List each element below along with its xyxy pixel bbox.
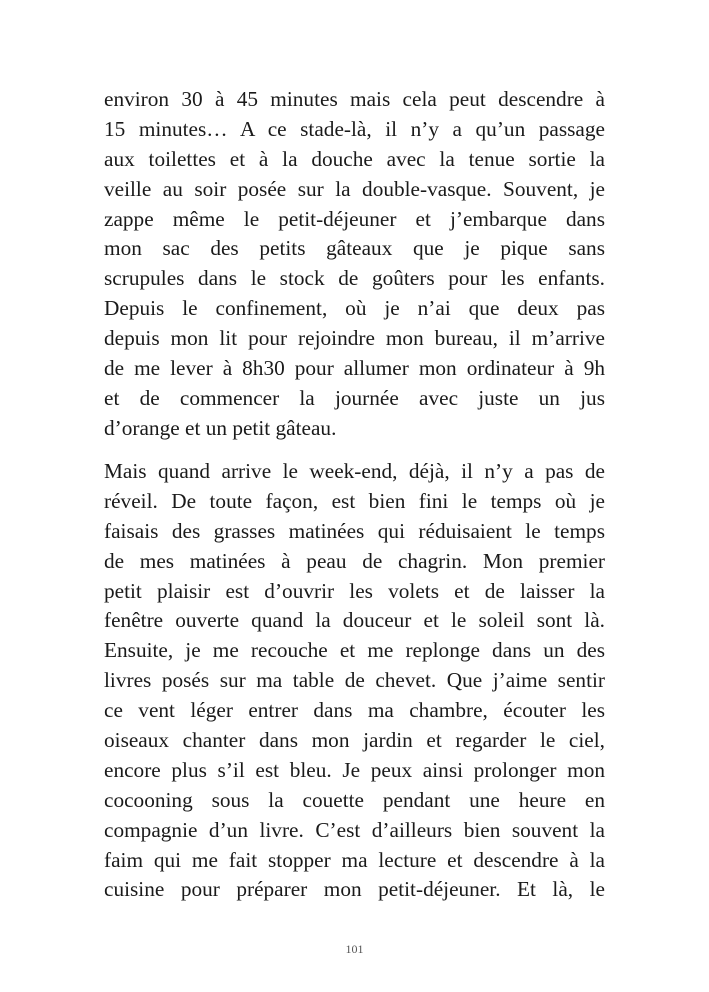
text-line: depuis mon lit pour rejoindre mon bureau, il m’arrive [104,326,605,351]
text-line: encore plus s’il est bleu. Je peux ainsi prolonger mon [104,757,605,782]
text-line: zappe même le petit-déjeuner et j’embarque dans [104,206,605,231]
text-line: et de commencer la journée avec juste un jus [104,385,605,410]
text-line: ce vent léger entrer dans ma chambre, écouter les [104,698,605,723]
page-number: 101 [345,942,364,956]
text-line: oiseaux chanter dans mon jardin et regarder le ciel, [104,728,605,753]
text-line: mon sac des petits gâteaux que je pique sans [104,236,605,261]
text-line: scrupules dans le stock de goûters pour les enfants. [104,266,605,291]
text-line: faim qui me fait stopper ma lecture et descendre à la [104,847,605,872]
text-line: de me lever à 8h30 pour allumer mon ordinateur à 9h [104,356,605,381]
text-line: fenêtre ouverte quand la douceur et le soleil sont là. [104,608,605,633]
text-line: Depuis le confinement, où je n’ai que deux pas [104,296,605,321]
text-line: 15 minutes… A ce stade-là, il n’y a qu’un passage [104,116,605,141]
text-line: environ 30 à 45 minutes mais cela peut descendre à [104,87,605,111]
text-line: livres posés sur ma table de chevet. Que j’aime sentir [104,668,605,693]
text-line: réveil. De toute façon, est bien fini le temps où je [104,488,605,513]
text-line: de mes matinées à peau de chagrin. Mon premier [104,548,605,573]
text-line: aux toilettes et à la douche avec la tenue sortie la [104,146,605,171]
paragraph-2 [104,457,605,905]
text-line: petit plaisir est d’ouvrir les volets et de laisser la [104,578,605,603]
text-line: veille au soir posée sur la double-vasque. Souvent, je [104,176,605,201]
paragraph-1 [104,85,605,444]
text-line: cuisine pour préparer mon petit-déjeuner. Et là, le [104,877,605,902]
text-line: cocooning sous la couette pendant une heure en [104,787,605,812]
text-line: Mais quand arrive le week-end, déjà, il n’y a pas de [104,459,605,483]
text-line: d’orange et un petit gâteau. [104,415,337,440]
text-line: compagnie d’un livre. C’est d’ailleurs bien souvent la [104,817,605,842]
text-line: faisais des grasses matinées qui réduisaient le temps [104,518,605,543]
text-line: Ensuite, je me recouche et me replonge dans un des [104,638,605,663]
